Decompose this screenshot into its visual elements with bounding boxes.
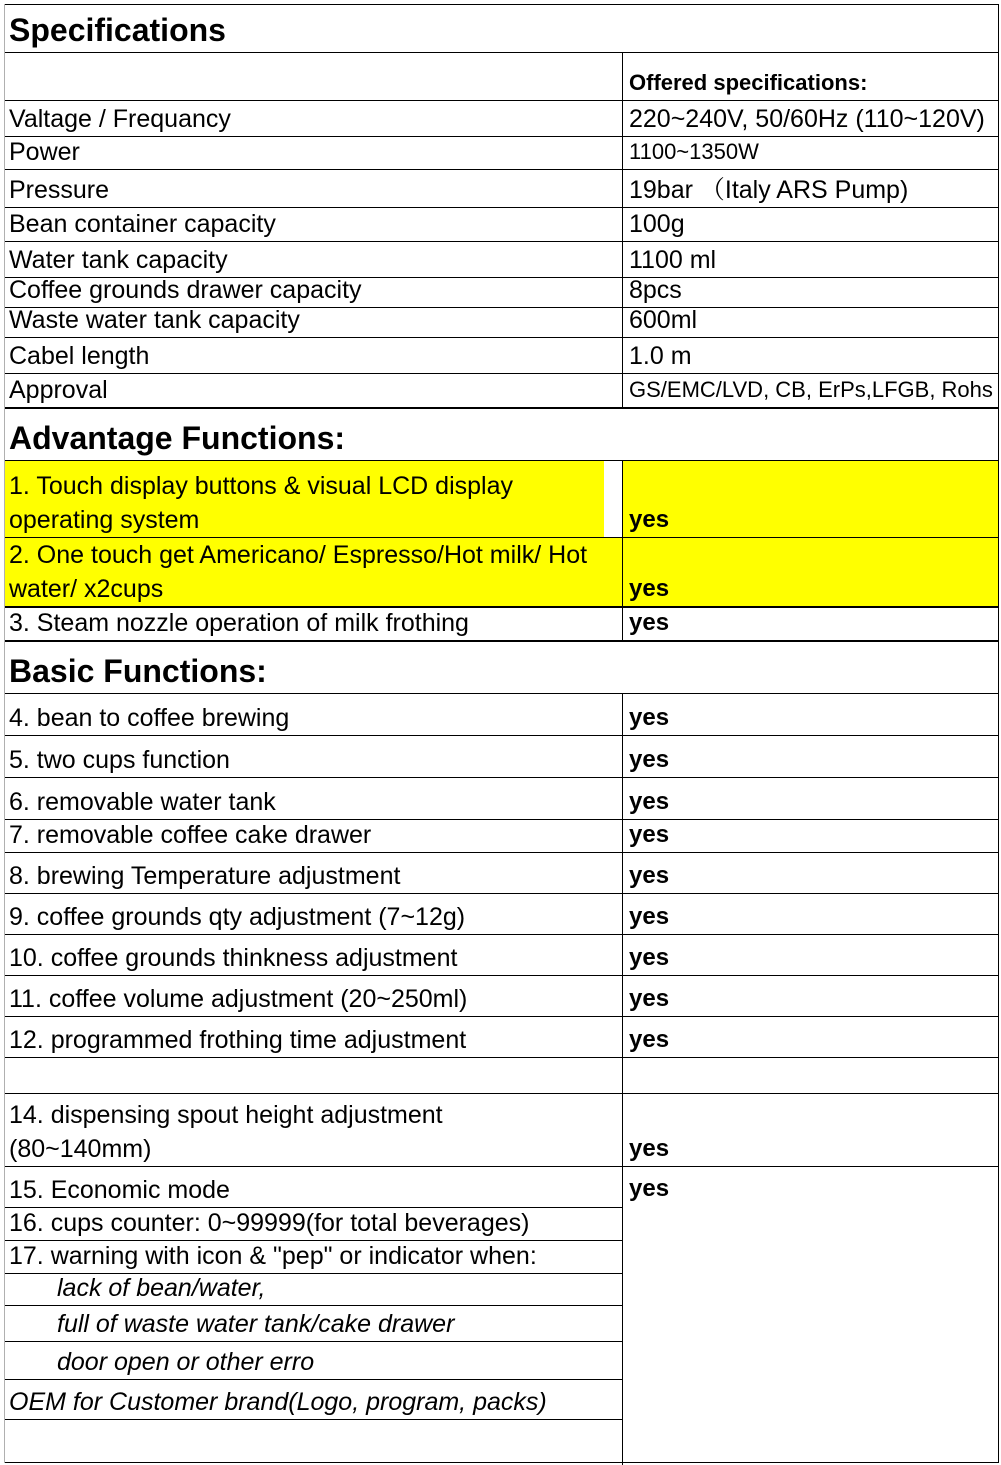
empty-row bbox=[4, 1420, 999, 1463]
basic-label: 10. coffee grounds thinkness adjustment bbox=[9, 944, 458, 972]
spec-row bbox=[4, 308, 999, 338]
basic-value: yes bbox=[629, 821, 670, 848]
basic-value: yes bbox=[629, 1026, 670, 1053]
spec-label: Pressure bbox=[9, 176, 110, 204]
table-right-border bbox=[998, 4, 999, 1463]
basic-row bbox=[4, 1342, 622, 1380]
offered-header: Offered specifications: bbox=[629, 70, 868, 95]
spec-value: 220~240V, 50/60Hz (110~120V) bbox=[629, 105, 985, 133]
advantage-row bbox=[4, 608, 999, 642]
spec-label: Valtage / Frequancy bbox=[9, 105, 231, 133]
spec-label: Power bbox=[9, 138, 80, 166]
basic-label: 7. removable coffee cake drawer bbox=[9, 821, 372, 849]
basic-row bbox=[4, 935, 999, 976]
basic-label: 8. brewing Temperature adjustment bbox=[9, 862, 401, 890]
basic-row bbox=[4, 694, 999, 736]
spec-value: 1.0 m bbox=[629, 342, 692, 370]
basic-label: 17. warning with icon & "pep" or indicator when: bbox=[9, 1242, 537, 1270]
basic-value: yes bbox=[629, 903, 670, 930]
basic-row bbox=[4, 1306, 622, 1342]
basic-row bbox=[4, 853, 999, 894]
spec-header-row bbox=[4, 53, 999, 101]
spec-row bbox=[4, 374, 999, 409]
spec-row bbox=[4, 101, 999, 137]
spec-value: 1100~1350W bbox=[629, 139, 759, 164]
basic-label: 14. dispensing spout height adjustment (80~140mm) bbox=[9, 1101, 443, 1163]
basic-label: OEM for Customer brand(Logo, program, packs) bbox=[9, 1388, 547, 1416]
spec-label: Cabel length bbox=[9, 342, 150, 370]
basic-value: yes bbox=[629, 704, 670, 731]
spec-label: Approval bbox=[9, 376, 108, 404]
spec-value: 600ml bbox=[629, 306, 698, 334]
advantage-value: yes bbox=[629, 575, 670, 602]
basic-value: yes bbox=[629, 788, 670, 815]
empty-row bbox=[4, 1058, 999, 1094]
spec-title: Specifications bbox=[9, 12, 226, 48]
advantage-label: 1. Touch display buttons & visual LCD display operating system bbox=[9, 472, 513, 534]
advantage-label: 3. Steam nozzle operation of milk frothing bbox=[9, 609, 469, 637]
basic-row bbox=[4, 778, 999, 820]
basic-label: door open or other erro bbox=[57, 1348, 315, 1376]
advantage-row bbox=[4, 538, 999, 608]
basic-row bbox=[4, 894, 999, 935]
spec-row bbox=[4, 338, 999, 374]
basic-row bbox=[4, 1094, 999, 1167]
basic-title: Basic Functions: bbox=[9, 653, 267, 689]
spec-title-row bbox=[4, 4, 999, 53]
basic-label: full of waste water tank/cake drawer bbox=[57, 1310, 455, 1338]
basic-label: 16. cups counter: 0~99999(for total beverages) bbox=[9, 1209, 530, 1237]
spec-label: Bean container capacity bbox=[9, 210, 276, 238]
basic-label: 12. programmed frothing time adjustment bbox=[9, 1026, 467, 1054]
spec-row bbox=[4, 208, 999, 242]
spec-label: Waste water tank capacity bbox=[9, 306, 300, 334]
basic-label: 5. two cups function bbox=[9, 746, 230, 774]
basic-row bbox=[4, 1167, 622, 1208]
basic-label: 4. bean to coffee brewing bbox=[9, 704, 290, 732]
basic-value: yes bbox=[629, 862, 670, 889]
table-left-border bbox=[4, 4, 5, 1463]
spec-value: GS/EMC/LVD, CB, ErPs,LFGB, Rohs bbox=[629, 377, 993, 402]
advantage-title: Advantage Functions: bbox=[9, 420, 346, 456]
spec-value: 1100 ml bbox=[629, 246, 717, 274]
spec-label: Water tank capacity bbox=[9, 246, 228, 274]
basic-label: 15. Economic mode bbox=[9, 1176, 230, 1204]
basic-value: yes bbox=[629, 944, 670, 971]
spec-label: Coffee grounds drawer capacity bbox=[9, 276, 362, 304]
basic-row bbox=[4, 1208, 622, 1241]
basic-label: 6. removable water tank bbox=[9, 788, 276, 816]
advantage-value: yes bbox=[629, 609, 670, 636]
basic-label: 11. coffee volume adjustment (20~250ml) bbox=[9, 985, 468, 1013]
basic-row bbox=[4, 1380, 622, 1420]
spec-value: 19bar （Italy ARS Pump) bbox=[629, 176, 909, 204]
basic-value: yes bbox=[629, 1135, 670, 1162]
spec-row bbox=[4, 242, 999, 278]
spec-value: 8pcs bbox=[629, 276, 682, 304]
basic-row bbox=[4, 820, 999, 853]
advantage-value: yes bbox=[629, 506, 670, 533]
spec-row bbox=[4, 170, 999, 208]
spec-row bbox=[4, 137, 999, 170]
basic-row bbox=[4, 736, 999, 778]
advantage-label: 2. One touch get Americano/ Espresso/Hot milk/ Hot water/ x2cups bbox=[9, 541, 588, 603]
spec-value: 100g bbox=[629, 210, 685, 238]
basic-row bbox=[4, 1241, 622, 1274]
basic-row bbox=[4, 1017, 999, 1058]
basic-label: 9. coffee grounds qty adjustment (7~12g) bbox=[9, 903, 466, 931]
basic-value: yes bbox=[629, 1175, 670, 1202]
basic-title-row bbox=[4, 642, 999, 694]
advantage-title-row bbox=[4, 411, 999, 460]
basic-value: yes bbox=[629, 746, 670, 773]
basic-label: lack of bean/water, bbox=[57, 1274, 266, 1302]
basic-row bbox=[4, 1274, 622, 1306]
advantage-row bbox=[4, 460, 999, 538]
basic-row bbox=[4, 976, 999, 1017]
basic-value: yes bbox=[629, 985, 670, 1012]
